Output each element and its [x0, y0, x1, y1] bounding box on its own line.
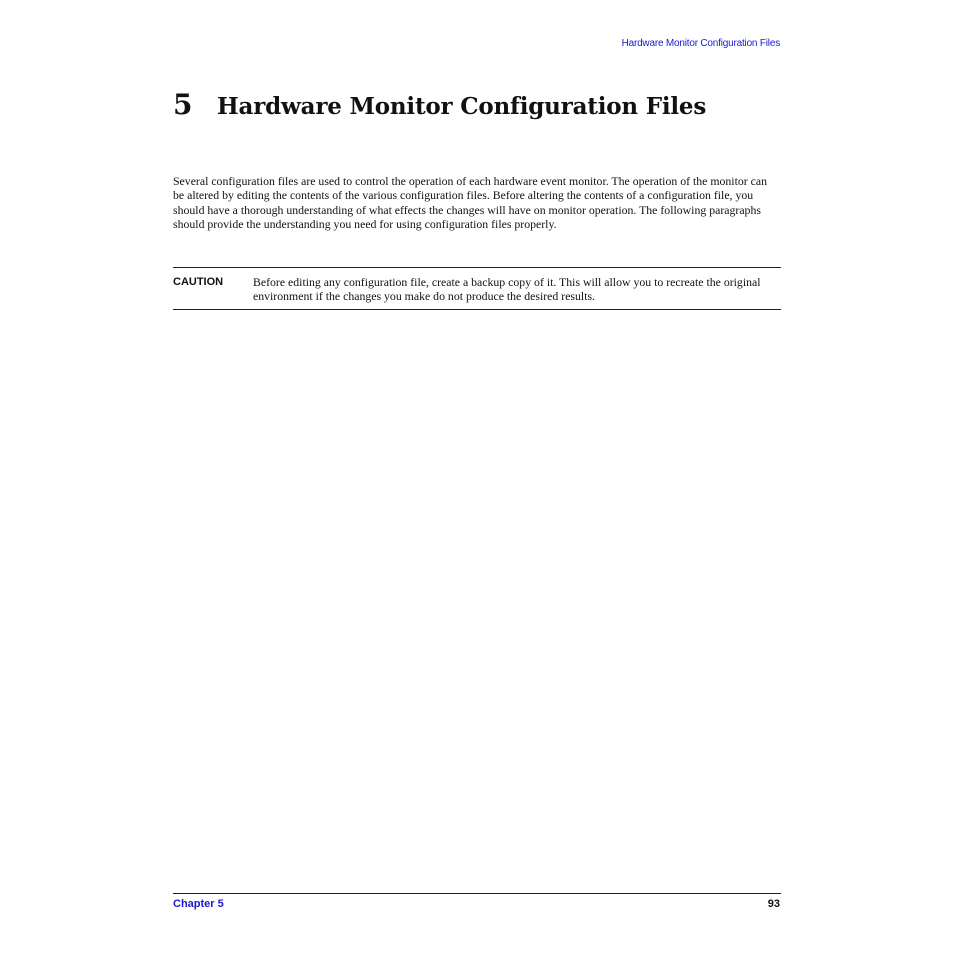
- intro-paragraph: Several configuration files are used to control the operation of each hardware event monitor. The operation of the monitor can be altered by editing the contents of the various configuration files. Before altering the contents of a configuration file, you should have a thorough understanding of what effects the changes will have on monitor operation. The following paragraphs should provide the understanding you need for using configuration files properly.: [173, 174, 768, 232]
- footer-chapter-link[interactable]: Chapter 5: [173, 898, 224, 910]
- caution-text: Before editing any configuration file, create a backup copy of it. This will allow you to recreate the original environment if the changes you make do not produce the desired results.: [253, 275, 761, 304]
- caution-note: [173, 267, 781, 310]
- caution-label: CAUTION: [173, 276, 224, 288]
- footer-divider: [173, 893, 781, 894]
- running-header-link[interactable]: Hardware Monitor Configuration Files: [621, 38, 780, 49]
- chapter-heading: [173, 88, 706, 121]
- page-number: 93: [767, 898, 780, 910]
- chapter-title: Hardware Monitor Configuration Files: [217, 93, 707, 120]
- chapter-number: 5: [173, 88, 193, 121]
